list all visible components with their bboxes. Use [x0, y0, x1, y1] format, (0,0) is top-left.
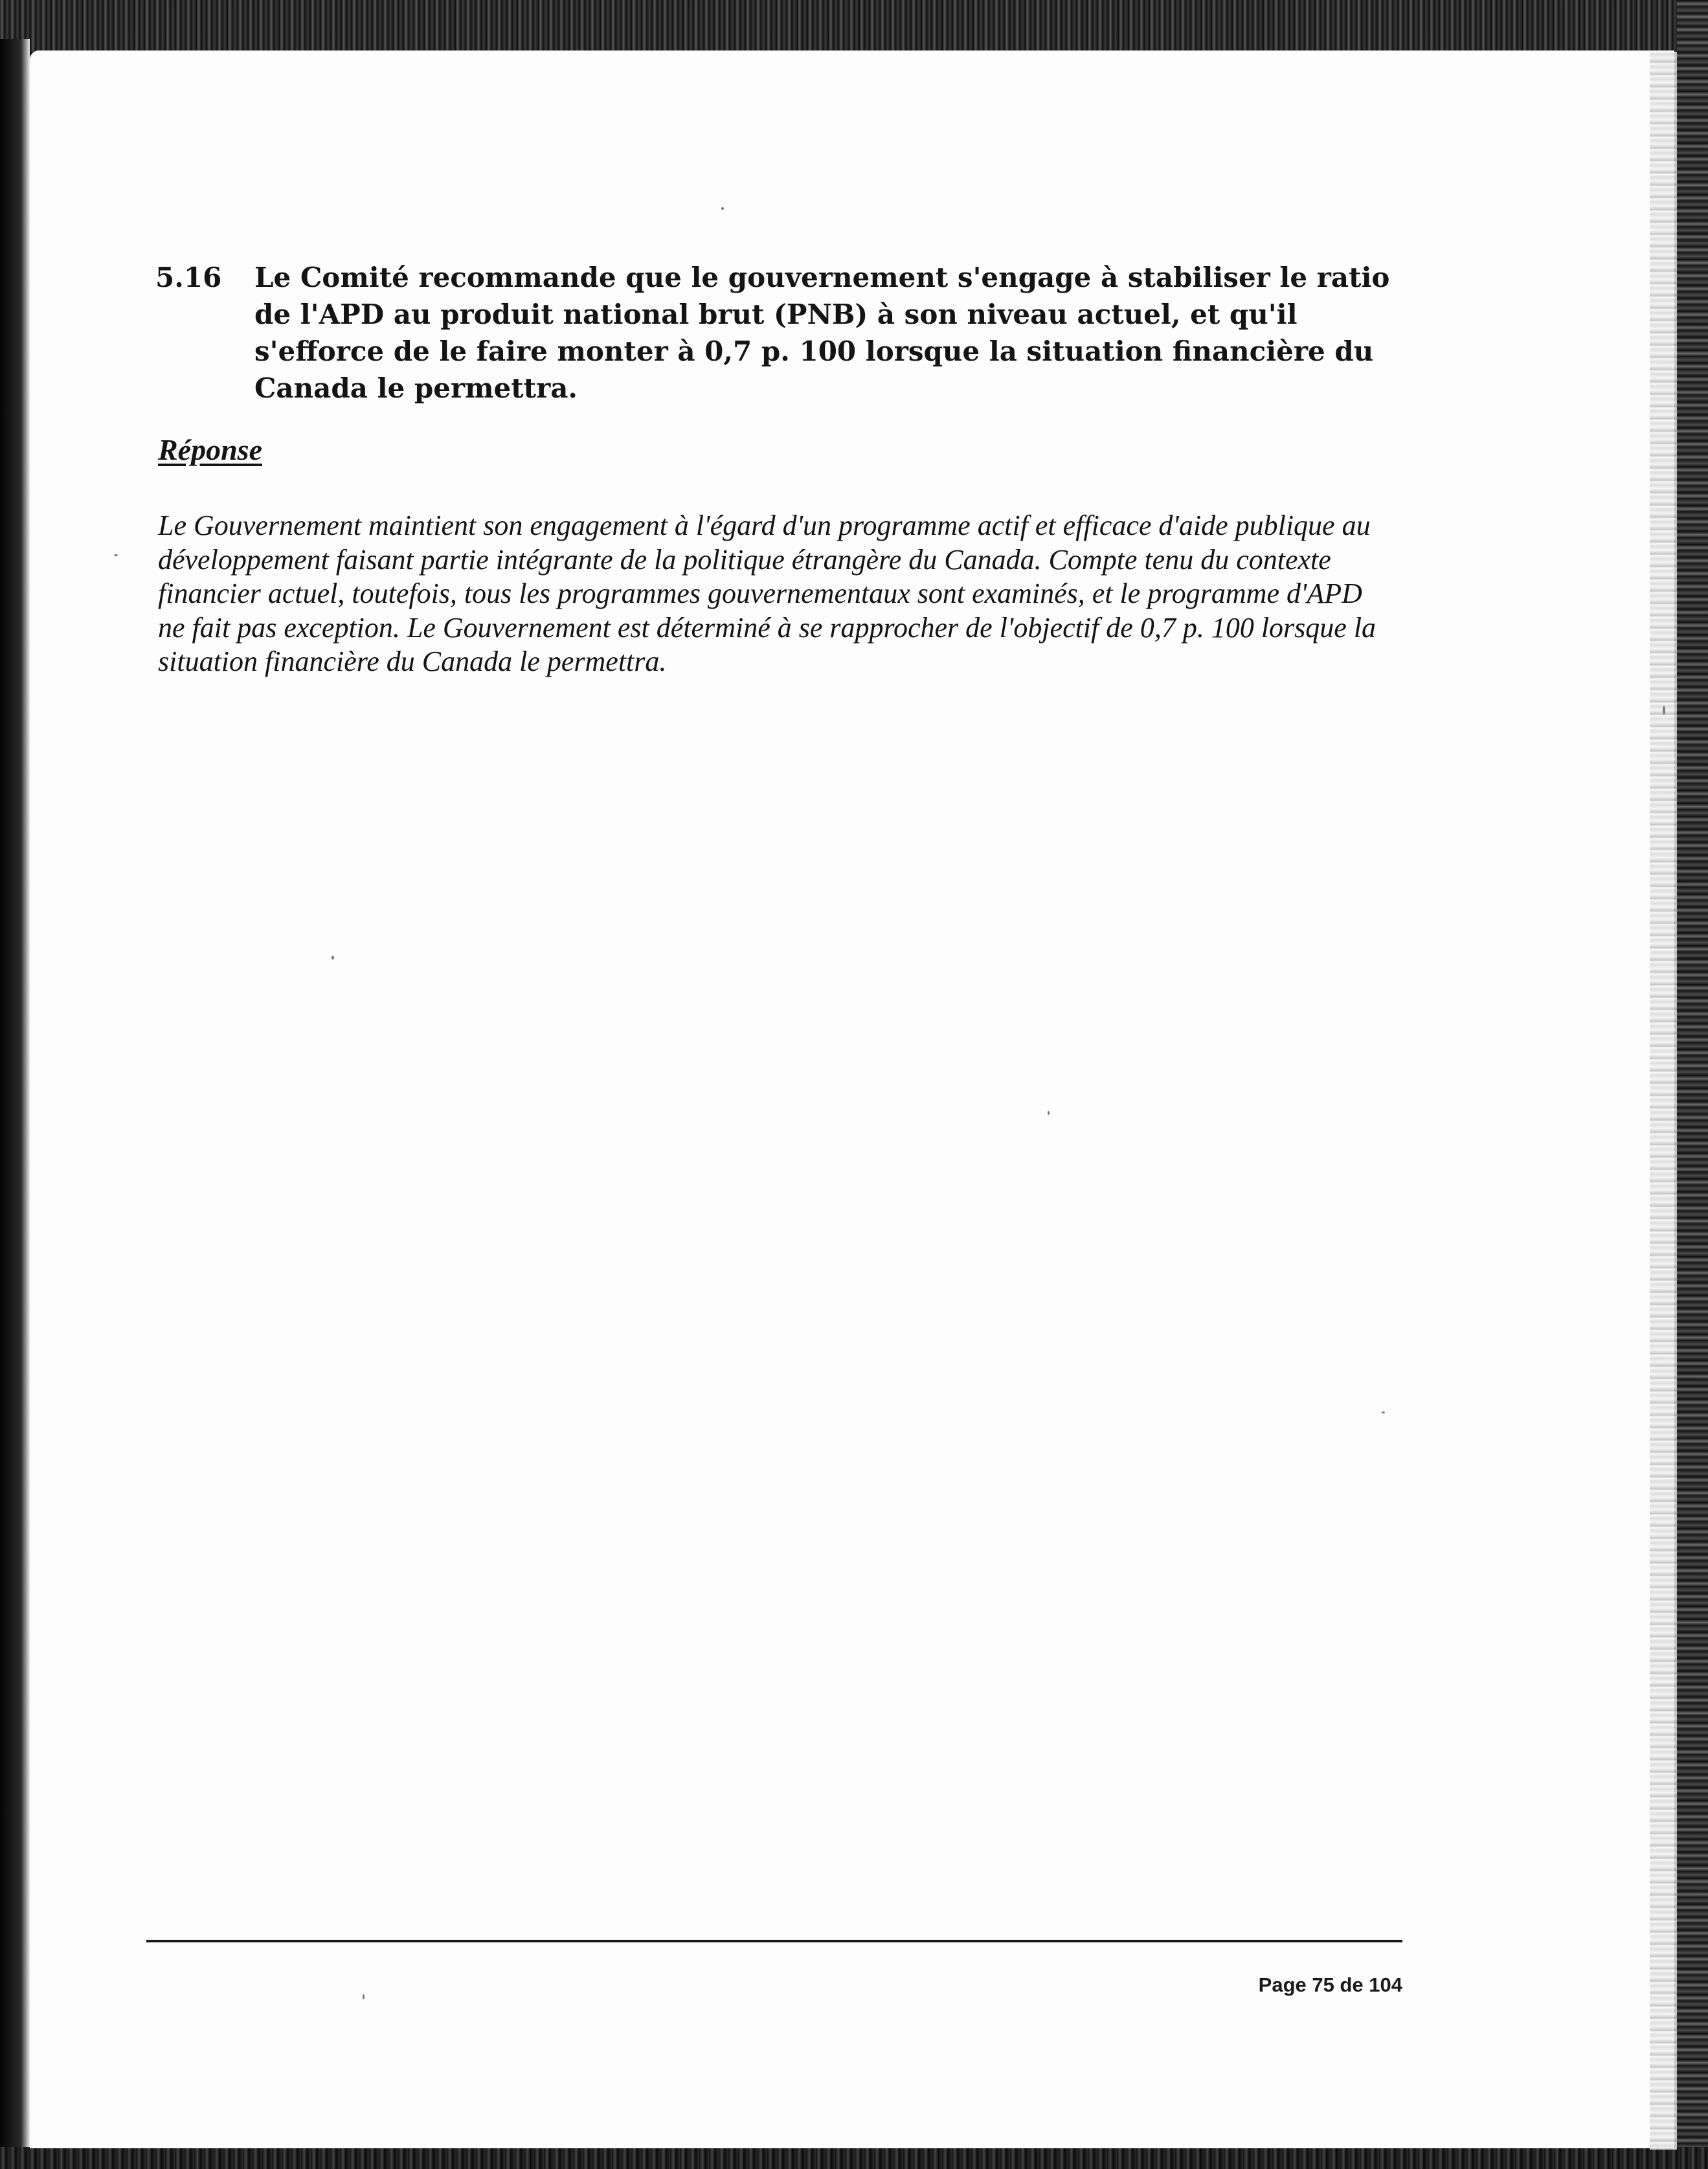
- recommendation-text: Le Comité recommande que le gouvernement s'engage à stabiliser le ratio de l'APD au produit national brut (PNB) à son niveau actuel, et qu'il s'efforce de le faire monter à 0,7 p. 100 lorsque la situation financière du Canada le permettra.: [254, 262, 1390, 404]
- recommendation-number: 5.16: [155, 262, 222, 293]
- book-spine-shadow: [0, 39, 30, 2156]
- scan-speck: [1048, 1111, 1050, 1115]
- scan-speck: [721, 207, 724, 210]
- footer-divider: [146, 1940, 1402, 1942]
- response-text: Le Gouvernement maintient son engagement à l'égard d'un programme actif et efficace d'aide publique au développement faisant partie intégrante de la politique étrangère du Canada. Compte tenu du contexte financier actuel, toutefois, tous les programmes gouvernementaux sont examinés, et le programme d'APD ne fait pas exception. Le Gouvernement est déterminé à se rapprocher de l'objectif de 0,7 p. 100 lorsque la situation financière du Canada le permettra.: [158, 510, 1377, 677]
- scan-bottom-edge: [0, 2147, 1708, 2169]
- page-edge-strip: [1650, 52, 1677, 2150]
- scan-speck: [331, 956, 334, 960]
- scan-speck: [1663, 706, 1665, 715]
- scan-speck: [114, 554, 118, 556]
- page-number: Page 75 de 104: [1258, 1973, 1402, 1996]
- recommendation-block: [155, 259, 1411, 407]
- scan-speck: [1382, 1411, 1385, 1413]
- scan-top-edge: [0, 0, 1708, 52]
- scan-right-edge: [1677, 0, 1708, 2169]
- scan-speck: [363, 1994, 365, 1999]
- response-heading: Réponse: [158, 433, 262, 466]
